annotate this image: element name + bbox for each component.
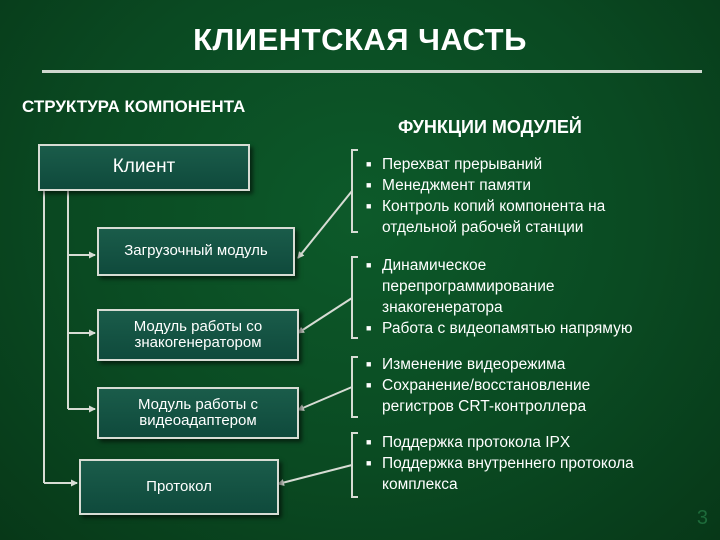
square-bullet-icon: ■ [366,437,372,447]
bullet-item: ■ Динамическое перепрограммирование знакогенератора [366,257,555,316]
module-box-protocol: Протокол [79,459,279,515]
bracket-4 [352,433,358,497]
module-box-videoadapter: Модуль работы с видеоадаптером [97,387,299,439]
bullet-item: ■ Контроль копий компонента на отдельной рабочей станции [366,198,606,236]
bracket-2 [352,257,358,338]
square-bullet-icon: ■ [366,323,372,333]
slide-title: КЛИЕНТСКАЯ ЧАСТЬ [193,22,527,57]
square-bullet-icon: ■ [366,180,372,190]
square-bullet-icon: ■ [366,260,372,270]
bullet-item: ■ Изменение видеорежима [366,356,566,373]
bullet-item: ■ Сохранение/восстановление регистров CRT-контроллера [366,377,591,415]
square-bullet-icon: ■ [366,159,372,169]
pointer-arrow-2 [298,298,352,333]
page-number: 3 [696,507,708,529]
pointer-arrow-1 [298,191,352,258]
square-bullet-icon: ■ [366,380,372,390]
bullet-item: ■ Менеджмент памяти [366,177,532,194]
function-group-protocol [366,432,634,495]
module-box-chargen: Модуль работы со знакогенератором [97,309,299,361]
pointer-arrow-4 [278,465,352,484]
bullet-item: ■ Поддержка внутреннего протокола комплекса [366,455,634,493]
pointer-arrow-3 [298,387,352,410]
square-bullet-icon: ■ [366,201,372,211]
bracket-1 [352,150,358,232]
bullet-item: ■ Работа с видеопамятью напрямую [366,320,633,337]
square-bullet-icon: ■ [366,359,372,369]
client-box: Клиент [38,144,250,191]
function-group-chargen [366,255,632,339]
module-box-loader: Загрузочный модуль [97,227,295,276]
structure-heading: СТРУКТУРА КОМПОНЕНТА [22,97,246,116]
bullet-item: ■ Поддержка протокола IPX [366,434,571,451]
square-bullet-icon: ■ [366,458,372,468]
functions-heading: ФУНКЦИИ МОДУЛЕЙ [398,117,582,137]
bracket-3 [352,357,358,417]
function-group-videoadapter [366,354,590,417]
function-group-loader [366,154,605,238]
bullet-item: ■ Перехват прерываний [366,156,543,173]
